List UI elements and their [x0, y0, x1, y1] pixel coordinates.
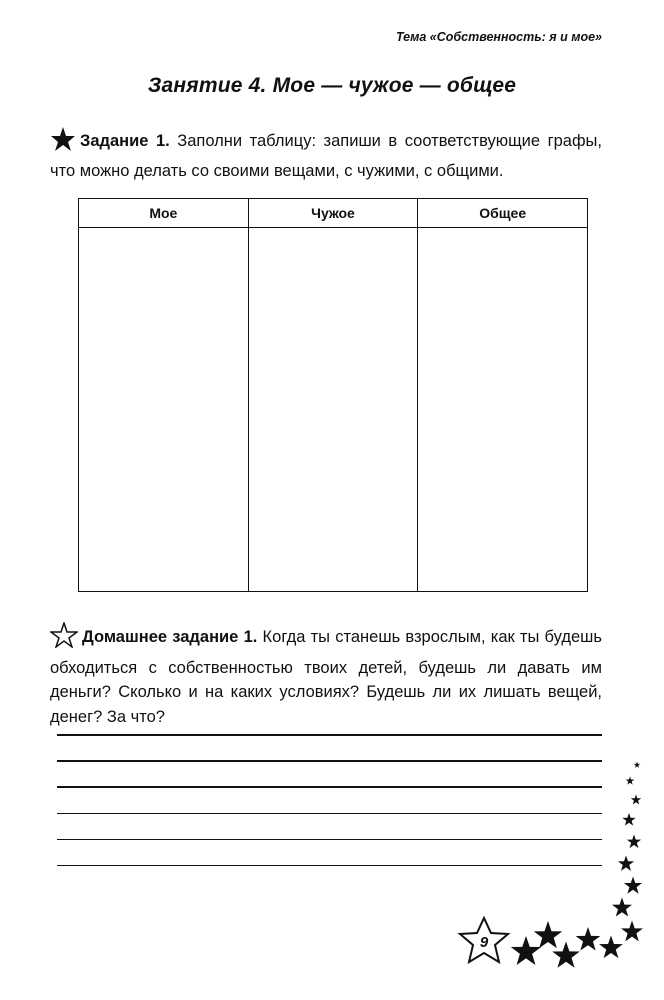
page-number: 9 [479, 934, 489, 951]
column-header-others: Чужое [248, 199, 418, 228]
homework-text: Когда ты станешь взрослым, как ты будешь обходиться с собственностью твоих детей, будешь ли давать им деньги? Сколько и на каких условиях? Будешь ли их лишать вещей, денег? За что? [50, 628, 602, 726]
task-text: Заполни таблицу: запиши в соответствующие графы, что можно делать со своими вещами, с чужими, с общими. [50, 132, 602, 180]
lesson-title: Занятие 4. Мое — чужое — общее [147, 74, 517, 97]
topic-header: Тема «Собственность: я и мое» [396, 30, 602, 44]
column-header-common: Общее [418, 199, 588, 228]
homework-label: Домашнее задание 1. [82, 628, 258, 646]
task-label: Задание 1. [80, 132, 170, 150]
column-header-mine: Мое [79, 199, 249, 228]
